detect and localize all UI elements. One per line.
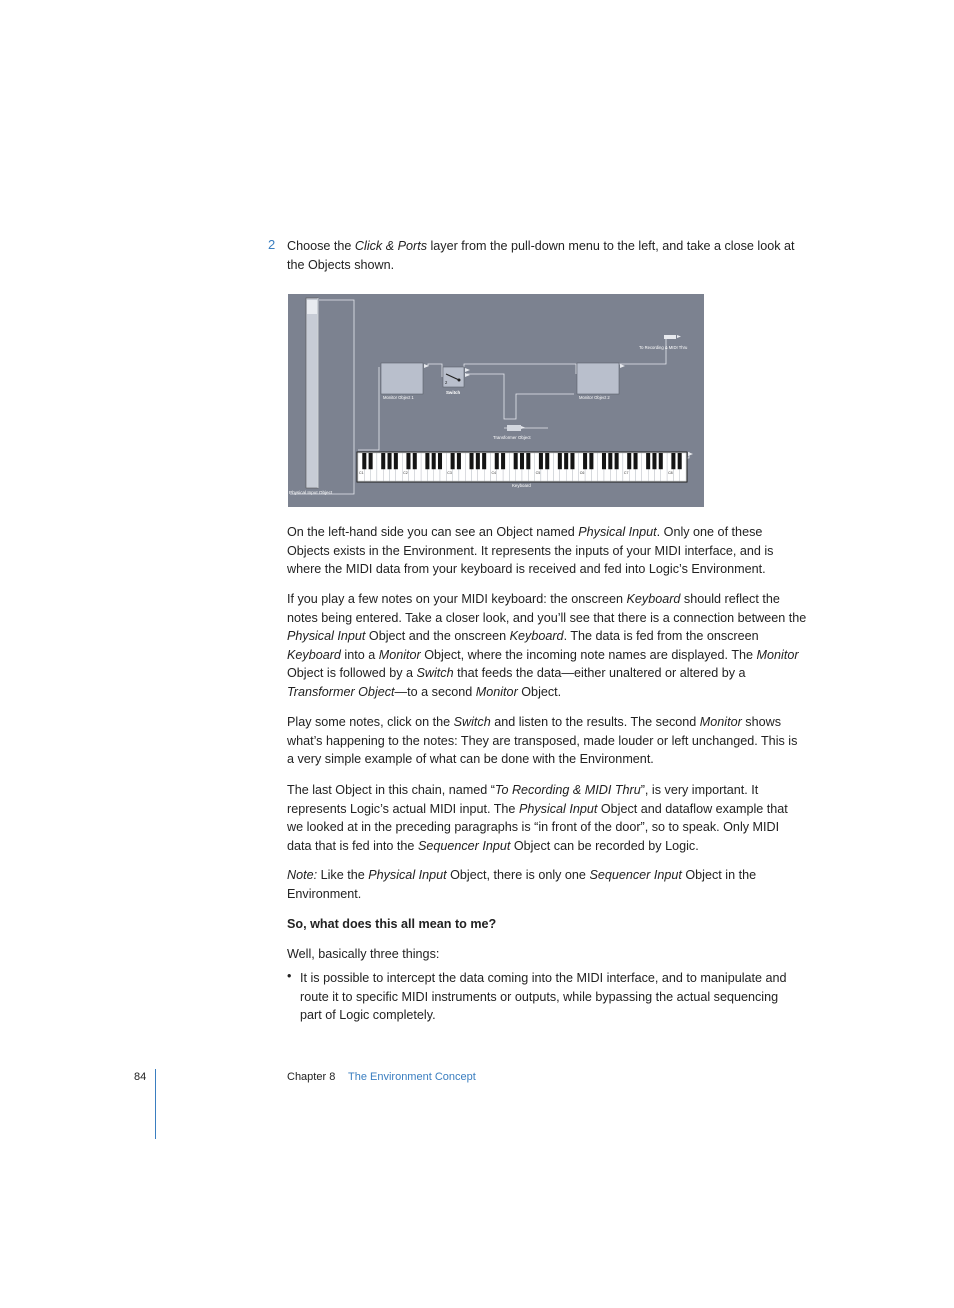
environment-screenshot xyxy=(288,294,704,507)
recording-label: To Recording & MIDI Thru xyxy=(639,345,688,350)
octave-label: C3 xyxy=(447,471,452,475)
black-key xyxy=(432,453,436,469)
black-key xyxy=(369,453,373,469)
black-key xyxy=(495,453,499,469)
octave-label: C2 xyxy=(403,471,408,475)
switch-label: Switch xyxy=(446,390,461,395)
page-number: 84 xyxy=(134,1071,147,1083)
black-key xyxy=(570,453,574,469)
octave-label: C4 xyxy=(491,471,497,475)
monitor-object-2 xyxy=(577,363,625,394)
black-key xyxy=(520,453,524,469)
black-key xyxy=(501,453,505,469)
keyboard-object xyxy=(357,452,693,482)
monitor-object-1 xyxy=(381,363,429,394)
footer-chapter-title: The Environment Concept xyxy=(348,1071,476,1083)
black-key xyxy=(634,453,638,469)
octave-label: C5 xyxy=(535,471,541,475)
black-key xyxy=(470,453,474,469)
black-key xyxy=(482,453,486,469)
octave-label: C7 xyxy=(623,471,629,475)
paragraph-keyboard: If you play a few notes on your MIDI keyboard: the onscreen Keyboard should reflect the notes being entered. Take a closer look, and you’ll see that there is a connection between the Physical Input Object and the onscreen Keyboard. The data is fed from the onscreen Keyboard into a Monitor Object, where the incoming note names are displayed. The Monitor Object is followed by a Switch that feeds the data—either unaltered or altered by a Transformer Object—to a second Monitor Object. xyxy=(287,592,807,699)
black-key xyxy=(545,453,549,469)
black-key xyxy=(425,453,429,469)
monitor-1-label: Monitor Object 1 xyxy=(383,395,414,400)
paragraph-physical-input: On the left-hand side you can see an Object named Physical Input. Only one of these Objects exists in the Environment. It represents the inputs of your MIDI interface, and is where the MIDI data from your keyboard is received and fed into Logic’s Environment. xyxy=(287,525,774,577)
transformer-label: Transformer Object xyxy=(493,435,531,440)
footer-rule xyxy=(155,1069,156,1139)
black-key xyxy=(476,453,480,469)
black-key xyxy=(615,453,619,469)
step-text: Choose the Click & Ports layer from the pull-down menu to the left, and take a close look at the Objects shown. xyxy=(287,239,795,272)
black-key xyxy=(646,453,650,469)
monitor-2-label: Monitor Object 2 xyxy=(579,395,610,400)
bullet-mark: • xyxy=(287,969,292,983)
black-key xyxy=(652,453,656,469)
black-key xyxy=(362,453,366,469)
black-key xyxy=(539,453,543,469)
black-key xyxy=(413,453,417,469)
black-key xyxy=(438,453,442,469)
bullet-item: It is possible to intercept the data coming into the MIDI interface, and to manipulate and route it to specific MIDI instruments or outputs, while bypassing the actual sequencing part of Logic completely. xyxy=(300,971,787,1023)
black-key xyxy=(627,453,631,469)
octave-label: C8 xyxy=(668,471,673,475)
black-key xyxy=(406,453,410,469)
black-key xyxy=(678,453,682,469)
black-key xyxy=(457,453,461,469)
black-key xyxy=(564,453,568,469)
section-heading: So, what does this all mean to me? xyxy=(287,917,497,931)
intro-text: Well, basically three things: xyxy=(287,947,440,961)
paragraph-recording: The last Object in this chain, named “To Recording & MIDI Thru”, is very important. It represents Logic’s actual MIDI input. The Physical Input Object and dataflow example that we looked at in the preceding paragraphs is “in front of the door”, so to speak. Only MIDI data that is fed into the Sequencer Input Object can be recorded by Logic. xyxy=(287,783,788,853)
octave-label: C6 xyxy=(579,471,585,475)
note-label: Note: xyxy=(287,868,318,882)
black-key xyxy=(589,453,593,469)
footer-chapter: Chapter 8 xyxy=(287,1071,336,1083)
octave-label: C1 xyxy=(359,471,364,475)
paragraph-switch: Play some notes, click on the Switch and listen to the results. The second Monitor shows what’s happening to the notes: They are transposed, made louder or left unchanged. This is a very simple example of what can be done with the Environment. xyxy=(287,715,798,767)
physical-input-label: Physical Input Object xyxy=(289,490,333,495)
paragraph-note: Note: Like the Physical Input Object, there is only one Sequencer Input Object in the Environment. xyxy=(287,868,757,901)
black-key xyxy=(394,453,398,469)
physical-input-object xyxy=(306,298,318,488)
black-key xyxy=(451,453,455,469)
black-key xyxy=(558,453,562,469)
black-key xyxy=(526,453,530,469)
black-key xyxy=(602,453,606,469)
black-key xyxy=(671,453,675,469)
step-number: 2 xyxy=(268,237,276,252)
black-key xyxy=(381,453,385,469)
black-key xyxy=(514,453,518,469)
black-key xyxy=(388,453,392,469)
keyboard-label: Keyboard xyxy=(512,483,531,488)
black-key xyxy=(659,453,663,469)
black-key xyxy=(583,453,587,469)
black-key xyxy=(608,453,612,469)
svg-text:2: 2 xyxy=(445,380,448,385)
